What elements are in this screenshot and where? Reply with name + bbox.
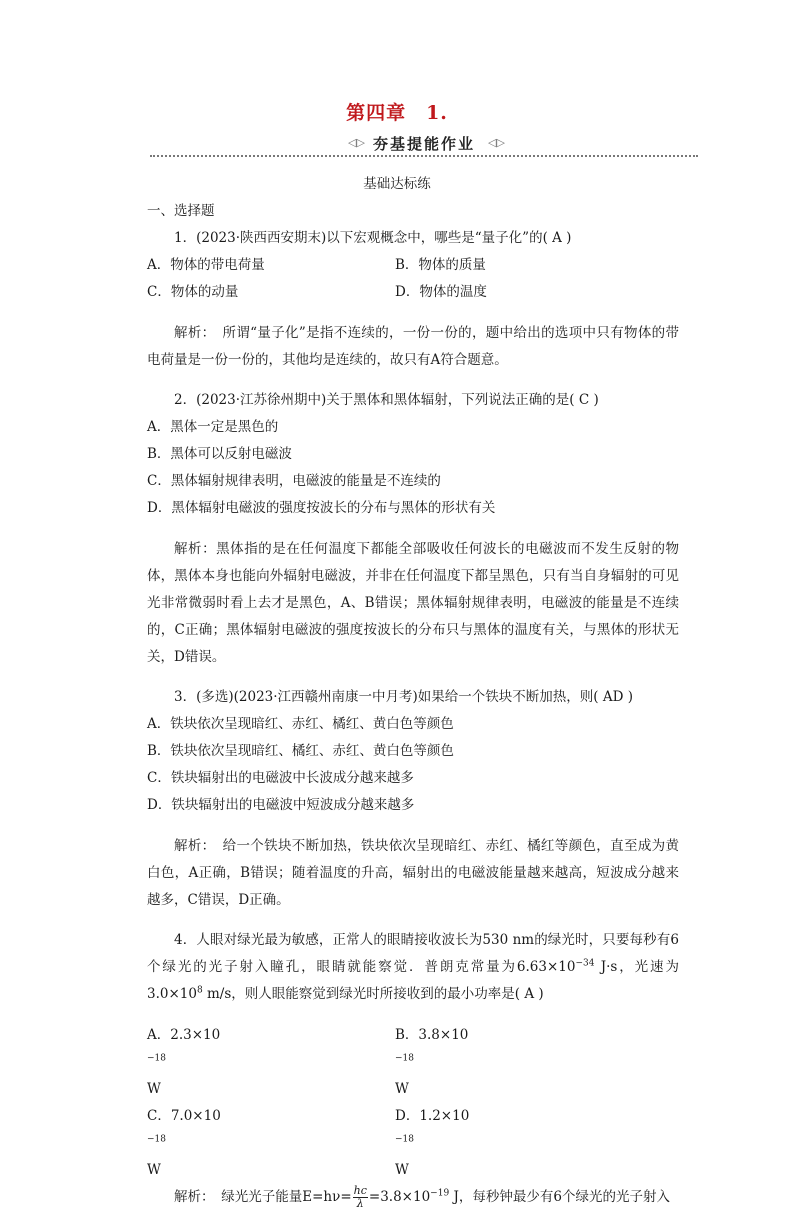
- q2-analysis: 解析：黑体指的是在任何温度下都能全部吸收任何波长的电磁波而不发生反射的物体，黑体本身也能向外辐射电磁波，并非在任何温度下都呈黑色，只有当自身辐射的可见光非常微弱时看上去才是黑色，A、B错误；黑体辐射规律表明，电磁波的能量是不连续的，C正确；黑体辐射电磁波的强度按波长的分布只与黑体的温度有关，与黑体的形状无关，D错误。: [147, 540, 679, 665]
- q4-option-b-unit: W: [395, 1080, 409, 1097]
- q4-analysis-part-b: =3.8×10: [368, 1188, 431, 1205]
- q4-option-d-exp: −18: [395, 1134, 414, 1144]
- q4-option-a-base: A．2.3×10: [147, 1026, 221, 1043]
- q3-option-d: D．铁块辐射出的电磁波中短波成分越来越多: [147, 797, 415, 813]
- fraction-denominator: λ: [356, 1196, 364, 1210]
- homework-banner: [150, 130, 698, 164]
- banner-dotted-rule: [150, 155, 698, 157]
- section-title: 基础达标练: [363, 176, 431, 192]
- q4-option-d-unit: W: [395, 1161, 409, 1178]
- q3-option-c: C．铁块辐射出的电磁波中长波成分越来越多: [147, 770, 414, 786]
- q1-option-c: C．物体的动量: [147, 284, 239, 300]
- q1-analysis: 解析： 所谓“量子化”是指不连续的，一份一份的，题中给出的选项中只有物体的带电荷量是一份一份的，其他均是连续的，故只有A符合题意。: [147, 324, 679, 368]
- q1-options-row1: [147, 252, 679, 279]
- q1-option-b: B．物体的质量: [395, 257, 486, 273]
- q4-option-d-base: D．1.2×10: [395, 1107, 470, 1124]
- q3-option-b: B．铁块依次呈现暗红、橘红、赤红、黄白色等颜色: [147, 743, 454, 759]
- q4-stem-exponent-2: 8: [196, 985, 203, 996]
- q4-analysis-part-a: 解析： 绿光光子能量E=hν=: [174, 1188, 352, 1205]
- part-heading: 一、选择题: [147, 203, 215, 219]
- q3-stem: 3．(多选)(2023·江西赣州南康一中月考)如果给一个铁块不断加热，则( AD ): [174, 689, 633, 705]
- q3-option-a: A．铁块依次呈现暗红、赤红、橘红、黄白色等颜色: [147, 716, 454, 732]
- q4-option-c: [147, 1103, 395, 1184]
- q3-analysis: 解析： 给一个铁块不断加热，铁块依次呈现暗红、赤红、橘红等颜色，直至成为黄白色，A正确，B错误；随着温度的升高，辐射出的电磁波能量越来越高，短波成分越来越多，C错误，D正确。: [147, 837, 679, 908]
- banner-left-arrow-icon: ◁▷: [348, 136, 365, 149]
- q1-stem: 1．(2023·陕西西安期末)以下宏观概念中，哪些是“量子化”的( A ): [174, 230, 572, 246]
- q2-option-c: C．黑体辐射规律表明，电磁波的能量是不连续的: [147, 473, 441, 489]
- q4-option-b: [395, 1022, 643, 1103]
- q1-option-d: D．物体的温度: [395, 284, 487, 300]
- q4-option-a: [147, 1022, 395, 1103]
- q4-analysis-exponent: −19: [430, 1188, 450, 1198]
- q2-option-b: B．黑体可以反射电磁波: [147, 446, 292, 462]
- q4-option-b-base: B．3.8×10: [395, 1026, 469, 1043]
- q2-option-d: D．黑体辐射电磁波的强度按波长的分布与黑体的形状有关: [147, 500, 496, 516]
- q4-analysis: [147, 1184, 679, 1211]
- q4-option-c-exp: −18: [147, 1134, 166, 1144]
- q4-analysis-part-c: J，每秒钟最少有6个绿光的光子射入: [449, 1188, 670, 1205]
- q4-option-d: [395, 1103, 643, 1184]
- q4-stem-exponent-1: −34: [575, 958, 595, 969]
- q4-options-row2: [147, 1103, 679, 1184]
- q4-stem-part-c: m/s，则人眼能察觉到绿光时所接收到的最小功率是( A ): [202, 986, 544, 1002]
- banner-right-arrow-icon: ◁▷: [488, 136, 505, 149]
- q4-stem-part-b: J·s，光速为3.0×10: [147, 959, 679, 1002]
- q4-option-c-base: C．7.0×10: [147, 1107, 221, 1124]
- q4-stem: [147, 927, 679, 1008]
- q2-stem: 2．(2023·江苏徐州期中)关于黑体和黑体辐射，下列说法正确的是( C ): [174, 392, 599, 408]
- q4-option-c-unit: W: [147, 1161, 161, 1178]
- q2-option-a: A．黑体一定是黑色的: [147, 419, 279, 435]
- energy-fraction: [353, 1185, 368, 1210]
- question-content: [147, 198, 679, 1211]
- q4-option-b-exp: −18: [395, 1053, 414, 1063]
- q1-option-a: A．物体的带电荷量: [147, 257, 265, 273]
- q1-options-row2: [147, 279, 679, 306]
- q4-stem-part-a: 4．人眼对绿光最为敏感，正常人的眼睛接收波长为530 nm的绿光时，只要每秒有6个绿光的光子射入瞳孔，眼睛就能察觉．普朗克常量为6.63×10: [147, 932, 679, 975]
- q4-options-row1: [147, 1022, 679, 1103]
- banner-label: 夯基提能作业: [372, 135, 475, 153]
- fraction-numerator: hc: [353, 1183, 367, 1197]
- q4-option-a-unit: W: [147, 1080, 161, 1097]
- chapter-title: 第四章 1.: [346, 102, 448, 124]
- q4-option-a-exp: −18: [147, 1053, 166, 1063]
